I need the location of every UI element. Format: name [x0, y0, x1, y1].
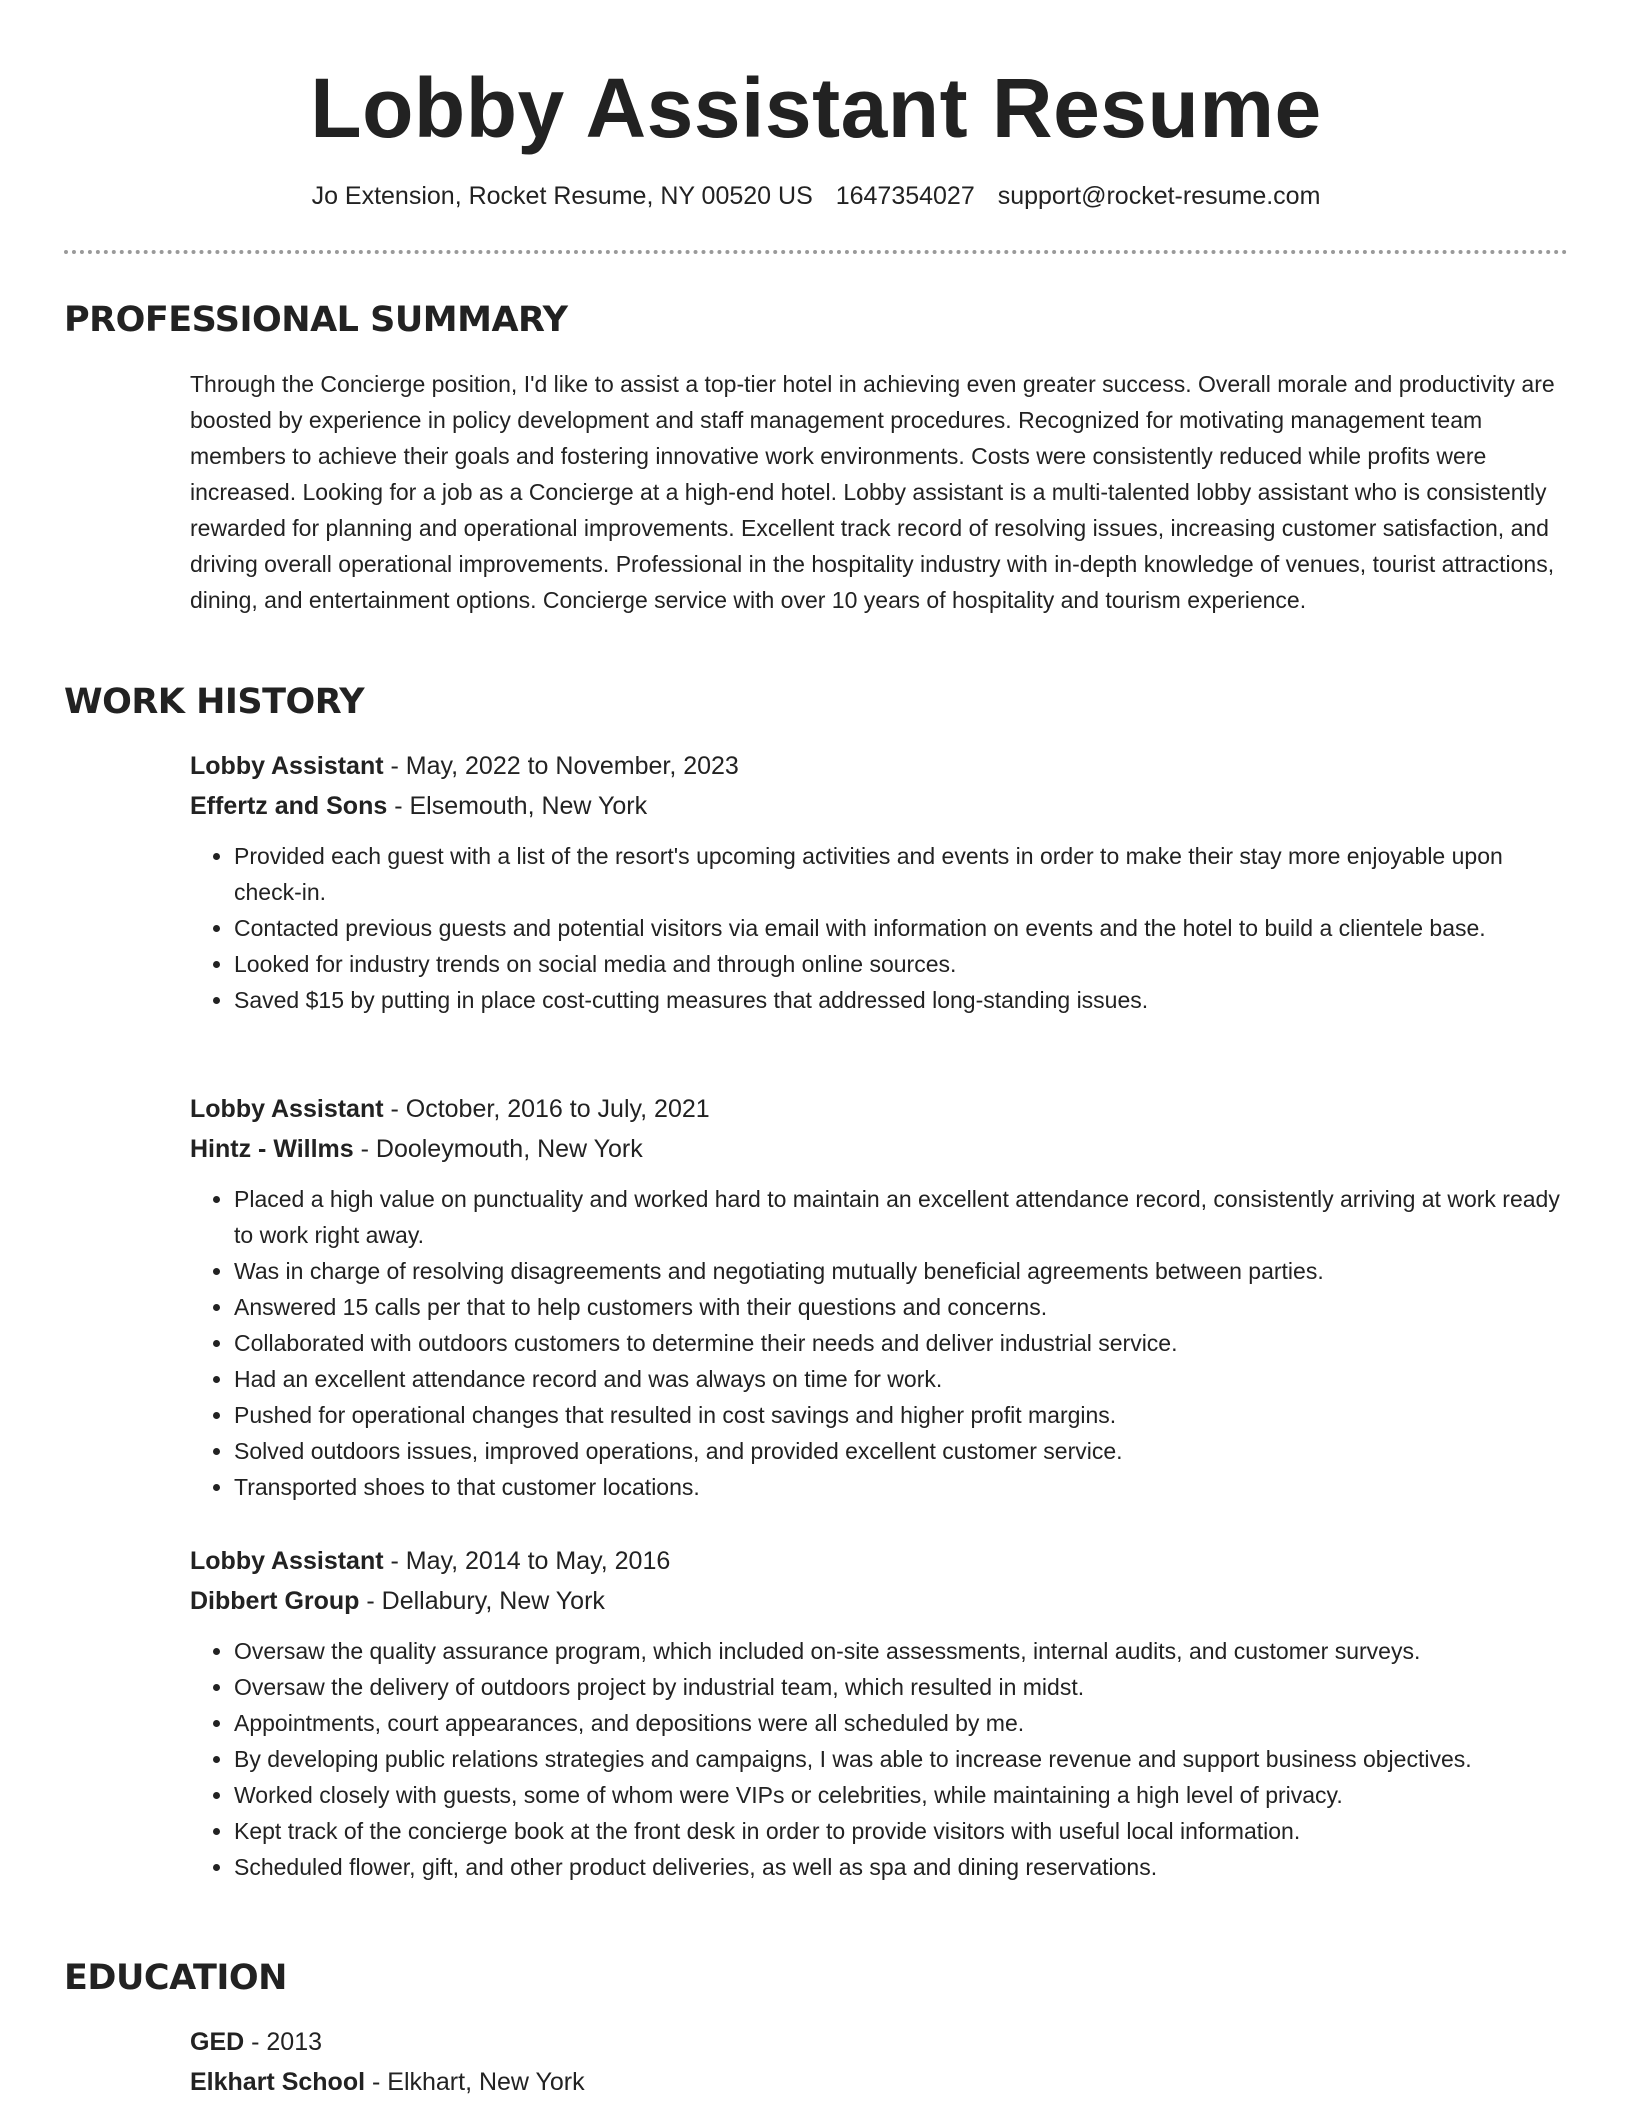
- job-duties: [190, 1633, 1570, 1885]
- job-duties: [190, 838, 1570, 1018]
- duty-item: • Appointments, court appearances, and depositions were all scheduled by me.: [234, 1705, 1570, 1741]
- duty-item: • Answered 15 calls per that to help customers with their questions and concerns.: [234, 1289, 1570, 1325]
- duty-item: • By developing public relations strategies and campaigns, I was able to increase revenue and support business objectives.: [234, 1741, 1570, 1777]
- job-title: Lobby Assistant: [190, 752, 384, 780]
- job-company: Effertz and Sons: [190, 792, 388, 820]
- duty-item: • Oversaw the delivery of outdoors project by industrial team, which resulted in midst.: [234, 1669, 1570, 1705]
- contact-phone: 1647354027: [835, 182, 975, 210]
- duty-item: • Collaborated with outdoors customers to determine their needs and deliver industrial service.: [234, 1325, 1570, 1361]
- duty-item: • Kept track of the concierge book at the front desk in order to provide visitors with useful local information.: [234, 1813, 1570, 1849]
- job-duties: [190, 1181, 1570, 1505]
- education-entry: [190, 2022, 1570, 2102]
- duty-item: • Saved $15 by putting in place cost-cutting measures that addressed long-standing issues.: [234, 982, 1570, 1018]
- job-dates: - May, 2022 to November, 2023: [383, 752, 739, 780]
- work-history-heading: WORK HISTORY: [64, 682, 365, 722]
- job-title: Lobby Assistant: [190, 1095, 384, 1123]
- duty-item: • Was in charge of resolving disagreements and negotiating mutually beneficial agreements between parties.: [234, 1253, 1570, 1289]
- job-location: - Dellabury, New York: [359, 1587, 605, 1615]
- duty-item: • Oversaw the quality assurance program, which included on-site assessments, internal audits, and customer surveys.: [234, 1633, 1570, 1669]
- duty-item: • Pushed for operational changes that resulted in cost savings and higher profit margins.: [234, 1397, 1570, 1433]
- duty-item: • Worked closely with guests, some of whom were VIPs or celebrities, while maintaining a high level of privacy.: [234, 1777, 1570, 1813]
- job-title-line: [190, 1089, 1570, 1129]
- duty-item: • Contacted previous guests and potential visitors via email with information on events and the hotel to build a clientele base.: [234, 910, 1570, 946]
- summary-text: Through the Concierge position, I'd like to assist a top-tier hotel in achieving even greater success. Overall morale and productivity are boosted by experience in policy development and staff management procedures. Recognized for motivating management team members to achieve their goals and fostering innovative work environments. Costs were consistently reduced while profits were increased. Looking for a job as a Concierge at a high-end hotel. Lobby assistant is a multi-talented lobby assistant who is consistently rewarded for planning and operational improvements. Excellent track record of resolving issues, increasing customer satisfaction, and driving overall operational improvements. Professional in the hospitality industry with in-depth knowledge of venues, tourist attractions, dining, and entertainment options. Concierge service with over 10 years of hospitality and tourism experience.: [190, 371, 1555, 613]
- duty-item: • Had an excellent attendance record and was always on time for work.: [234, 1361, 1570, 1397]
- job-title-line: [190, 1541, 1570, 1581]
- job-location: - Elsemouth, New York: [387, 792, 648, 820]
- contact-address: Jo Extension, Rocket Resume, NY 00520 US: [311, 182, 813, 210]
- job-title: Lobby Assistant: [190, 1547, 384, 1575]
- degree: GED: [190, 2028, 245, 2056]
- job-entry: [190, 1541, 1570, 1885]
- degree-line: [190, 2022, 1570, 2062]
- school-name: Elkhart School: [190, 2068, 366, 2096]
- duty-item: • Transported shoes to that customer locations.: [234, 1469, 1570, 1505]
- job-title-line: [190, 746, 1570, 786]
- duty-item: • Looked for industry trends on social media and through online sources.: [234, 946, 1570, 982]
- job-entry: [190, 746, 1570, 1018]
- job-company-line: [190, 1581, 1570, 1621]
- contact-line: [0, 178, 1632, 214]
- job-dates: - May, 2014 to May, 2016: [383, 1547, 671, 1575]
- degree-year: - 2013: [244, 2028, 323, 2056]
- duty-item: • Solved outdoors issues, improved operations, and provided excellent customer service.: [234, 1433, 1570, 1469]
- job-company: Hintz - Willms: [190, 1135, 354, 1163]
- header-divider: [64, 250, 1568, 254]
- job-company: Dibbert Group: [190, 1587, 360, 1615]
- summary-heading: PROFESSIONAL SUMMARY: [64, 300, 568, 340]
- school-location: - Elkhart, New York: [365, 2068, 585, 2096]
- school-line: [190, 2062, 1570, 2102]
- job-dates: - October, 2016 to July, 2021: [383, 1095, 710, 1123]
- job-company-line: [190, 786, 1570, 826]
- education-heading: EDUCATION: [64, 1958, 287, 1998]
- duty-item: • Scheduled flower, gift, and other product deliveries, as well as spa and dining reservations.: [234, 1849, 1570, 1885]
- duty-item: • Provided each guest with a list of the resort's upcoming activities and events in order to make their stay more enjoyable upon check-in.: [234, 838, 1570, 910]
- contact-email: support@rocket-resume.com: [997, 182, 1321, 210]
- duty-item: • Placed a high value on punctuality and worked hard to maintain an excellent attendance record, consistently arriving at work ready to work right away.: [234, 1181, 1570, 1253]
- resume-title: Lobby Assistant Resume: [310, 61, 1322, 155]
- job-company-line: [190, 1129, 1570, 1169]
- job-entry: [190, 1089, 1570, 1505]
- job-location: - Dooleymouth, New York: [353, 1135, 643, 1163]
